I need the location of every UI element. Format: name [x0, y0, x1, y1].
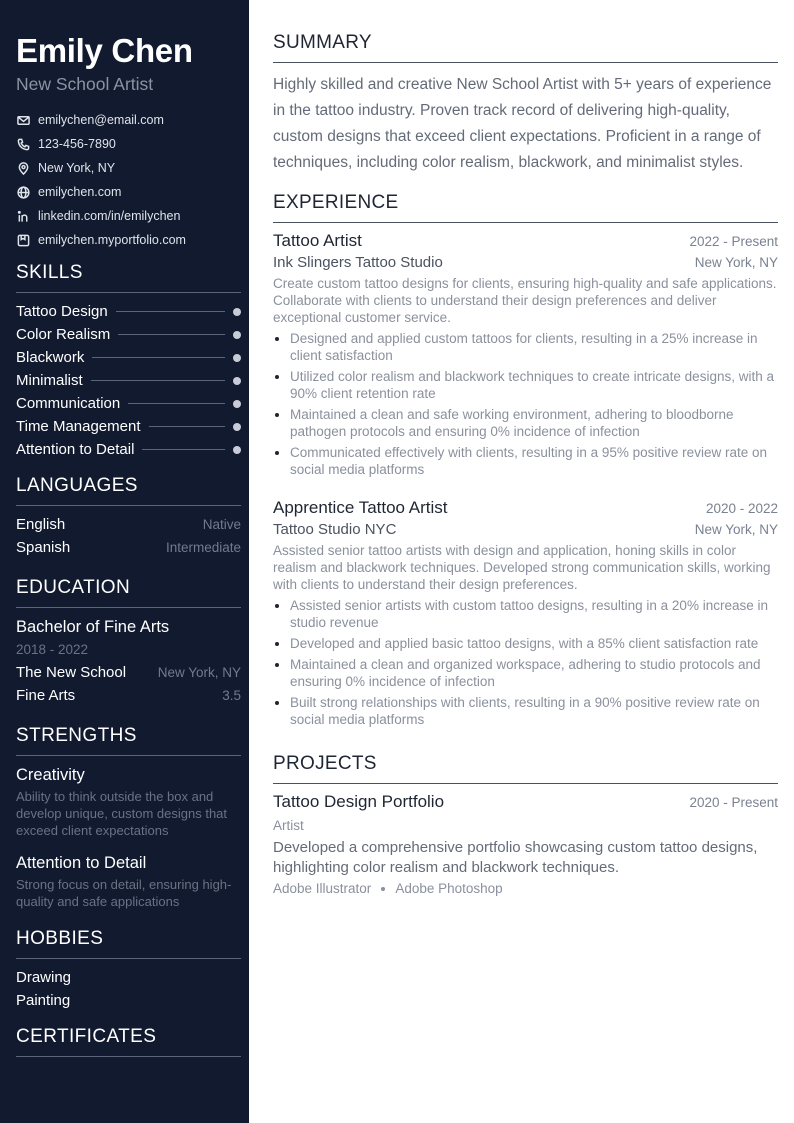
candidate-role: New School Artist	[16, 74, 154, 94]
strength-title: Attention to Detail	[16, 854, 147, 872]
strength-title: Creativity	[16, 766, 85, 784]
skill-level-dot	[233, 354, 241, 362]
job-bullet: Built strong relationships with clients, resulting in a 90% positive review rate on social media platforms	[273, 694, 778, 728]
job-location: New York, NY	[694, 255, 778, 270]
strength-desc: Strong focus on detail, ensuring high-quality and safe applications	[16, 877, 232, 909]
education-degree: Bachelor of Fine Arts	[16, 618, 170, 636]
contact-location	[16, 156, 241, 180]
language-item: Spanish Intermediate	[16, 539, 241, 556]
skills-heading: SKILLS	[16, 262, 241, 293]
job-dates: 2020 - 2022	[705, 501, 778, 516]
languages-heading: LANGUAGES	[16, 475, 241, 506]
project-tools	[273, 881, 778, 896]
education-field-row: Fine Arts 3.5	[16, 687, 241, 704]
job-entry	[273, 231, 778, 482]
skill-level-dot	[233, 377, 241, 385]
skill-item: Color Realism	[16, 323, 241, 346]
job-description: Create custom tattoo designs for clients, ensuring high-quality and safe applications. Collaborate with clients to understand their design preferences and deliver exceptional customer service.	[273, 276, 777, 325]
skill-item: Minimalist	[16, 369, 241, 392]
skills-list	[16, 300, 241, 461]
skill-level-dot	[233, 423, 241, 431]
summary-text: Highly skilled and creative New School Artist with 5+ years of experience in the tattoo industry. Proven track record of delivering high-quality, custom designs that exceed client expectations. Proficient in a range of techniques, including color realism, blackwork, and minimalist styles.	[273, 76, 772, 171]
contact-portfolio[interactable]	[16, 228, 241, 252]
linkedin-icon	[16, 209, 30, 223]
phone-icon	[16, 137, 30, 151]
hobbies-heading: HOBBIES	[16, 928, 241, 959]
skill-level-dot	[233, 308, 241, 316]
job-title: Apprentice Tattoo Artist	[273, 498, 448, 517]
certificates-heading: CERTIFICATES	[16, 1026, 241, 1057]
job-bullet: Maintained a clean and safe working environment, adhering to bloodborne pathogen protocols and ensuring 0% incidence of infection	[273, 406, 778, 440]
skill-level-dot	[233, 331, 241, 339]
education-dates: 2018 - 2022	[16, 642, 89, 657]
hobby-item: Painting	[16, 992, 71, 1009]
skill-level-dot	[233, 446, 241, 454]
email-icon	[16, 113, 30, 127]
candidate-name: Emily Chen	[16, 32, 193, 69]
job-description: Assisted senior tattoo artists with design and application, honing skills in color realism and blackwork techniques. Developed strong communication skills, working with clients to understand their design preferences.	[273, 543, 771, 592]
contact-website[interactable]	[16, 180, 241, 204]
contact-email[interactable]	[16, 108, 241, 132]
contact-phone[interactable]	[16, 132, 241, 156]
job-bullet: Communicated effectively with clients, resulting in a 95% positive review rate on social media platforms	[273, 444, 778, 478]
tool-separator-dot	[381, 887, 385, 891]
job-company: Ink Slingers Tattoo Studio	[273, 254, 443, 271]
job-company: Tattoo Studio NYC	[273, 521, 397, 538]
experience-heading: EXPERIENCE	[273, 192, 778, 223]
portfolio-icon	[16, 233, 30, 247]
project-role: Artist	[273, 818, 304, 833]
job-bullet: Maintained a clean and organized workspace, adhering to studio protocols and ensuring 0% incidence of infection	[273, 656, 778, 690]
project-entry	[273, 792, 778, 896]
languages-list	[16, 513, 241, 559]
contact-linkedin[interactable]	[16, 204, 241, 228]
job-bullet: Developed and applied basic tattoo designs, with a 85% client satisfaction rate	[273, 635, 778, 652]
sidebar	[0, 0, 249, 1123]
strength-item	[16, 763, 241, 839]
contact-list	[16, 108, 241, 252]
job-bullet: Designed and applied custom tattoos for clients, resulting in a 25% increase in client satisfaction	[273, 330, 778, 364]
contact-phone-text: 123-456-7890	[38, 137, 116, 151]
project-tool: Adobe Photoshop	[395, 881, 503, 896]
skill-item: Tattoo Design	[16, 300, 241, 323]
location-pin-icon	[16, 161, 30, 175]
education-entry	[16, 615, 241, 707]
job-bullets	[273, 330, 778, 478]
project-tool: Adobe Illustrator	[273, 881, 372, 896]
hobby-item: Drawing	[16, 969, 72, 986]
project-title: Tattoo Design Portfolio	[273, 792, 445, 811]
skill-item: Attention to Detail	[16, 438, 241, 461]
projects-heading: PROJECTS	[273, 753, 778, 784]
contact-location-text: New York, NY	[38, 161, 116, 175]
contact-portfolio-text: emilychen.myportfolio.com	[38, 233, 186, 247]
skill-item: Time Management	[16, 415, 241, 438]
job-bullet: Assisted senior artists with custom tattoo designs, resulting in a 20% increase in studio revenue	[273, 597, 778, 631]
summary-heading: SUMMARY	[273, 32, 778, 63]
job-bullet: Utilized color realism and blackwork techniques to create intricate designs, with a 90% client retention rate	[273, 368, 778, 402]
job-location: New York, NY	[694, 522, 778, 537]
skill-level-dot	[233, 400, 241, 408]
project-dates: 2020 - Present	[689, 795, 778, 810]
hobbies-list	[16, 966, 241, 1012]
job-title: Tattoo Artist	[273, 231, 362, 250]
strengths-heading: STRENGTHS	[16, 725, 241, 756]
skill-item: Communication	[16, 392, 241, 415]
job-entry	[273, 498, 778, 732]
strength-item	[16, 851, 241, 910]
contact-linkedin-text: linkedin.com/in/emilychen	[38, 209, 181, 223]
contact-website-text: emilychen.com	[38, 185, 122, 199]
project-description: Developed a comprehensive portfolio showcasing custom tattoo designs, highlighting color realism and blackwork techniques.	[273, 839, 758, 876]
skill-item: Blackwork	[16, 346, 241, 369]
job-dates: 2022 - Present	[689, 234, 778, 249]
job-bullets	[273, 597, 778, 728]
education-heading: EDUCATION	[16, 577, 241, 608]
strength-desc: Ability to think outside the box and develop unique, custom designs that exceed client expectations	[16, 789, 228, 838]
contact-email-text: emilychen@email.com	[38, 113, 164, 127]
globe-icon	[16, 185, 30, 199]
language-item: English Native	[16, 516, 241, 533]
education-school-row: The New School New York, NY	[16, 664, 241, 681]
